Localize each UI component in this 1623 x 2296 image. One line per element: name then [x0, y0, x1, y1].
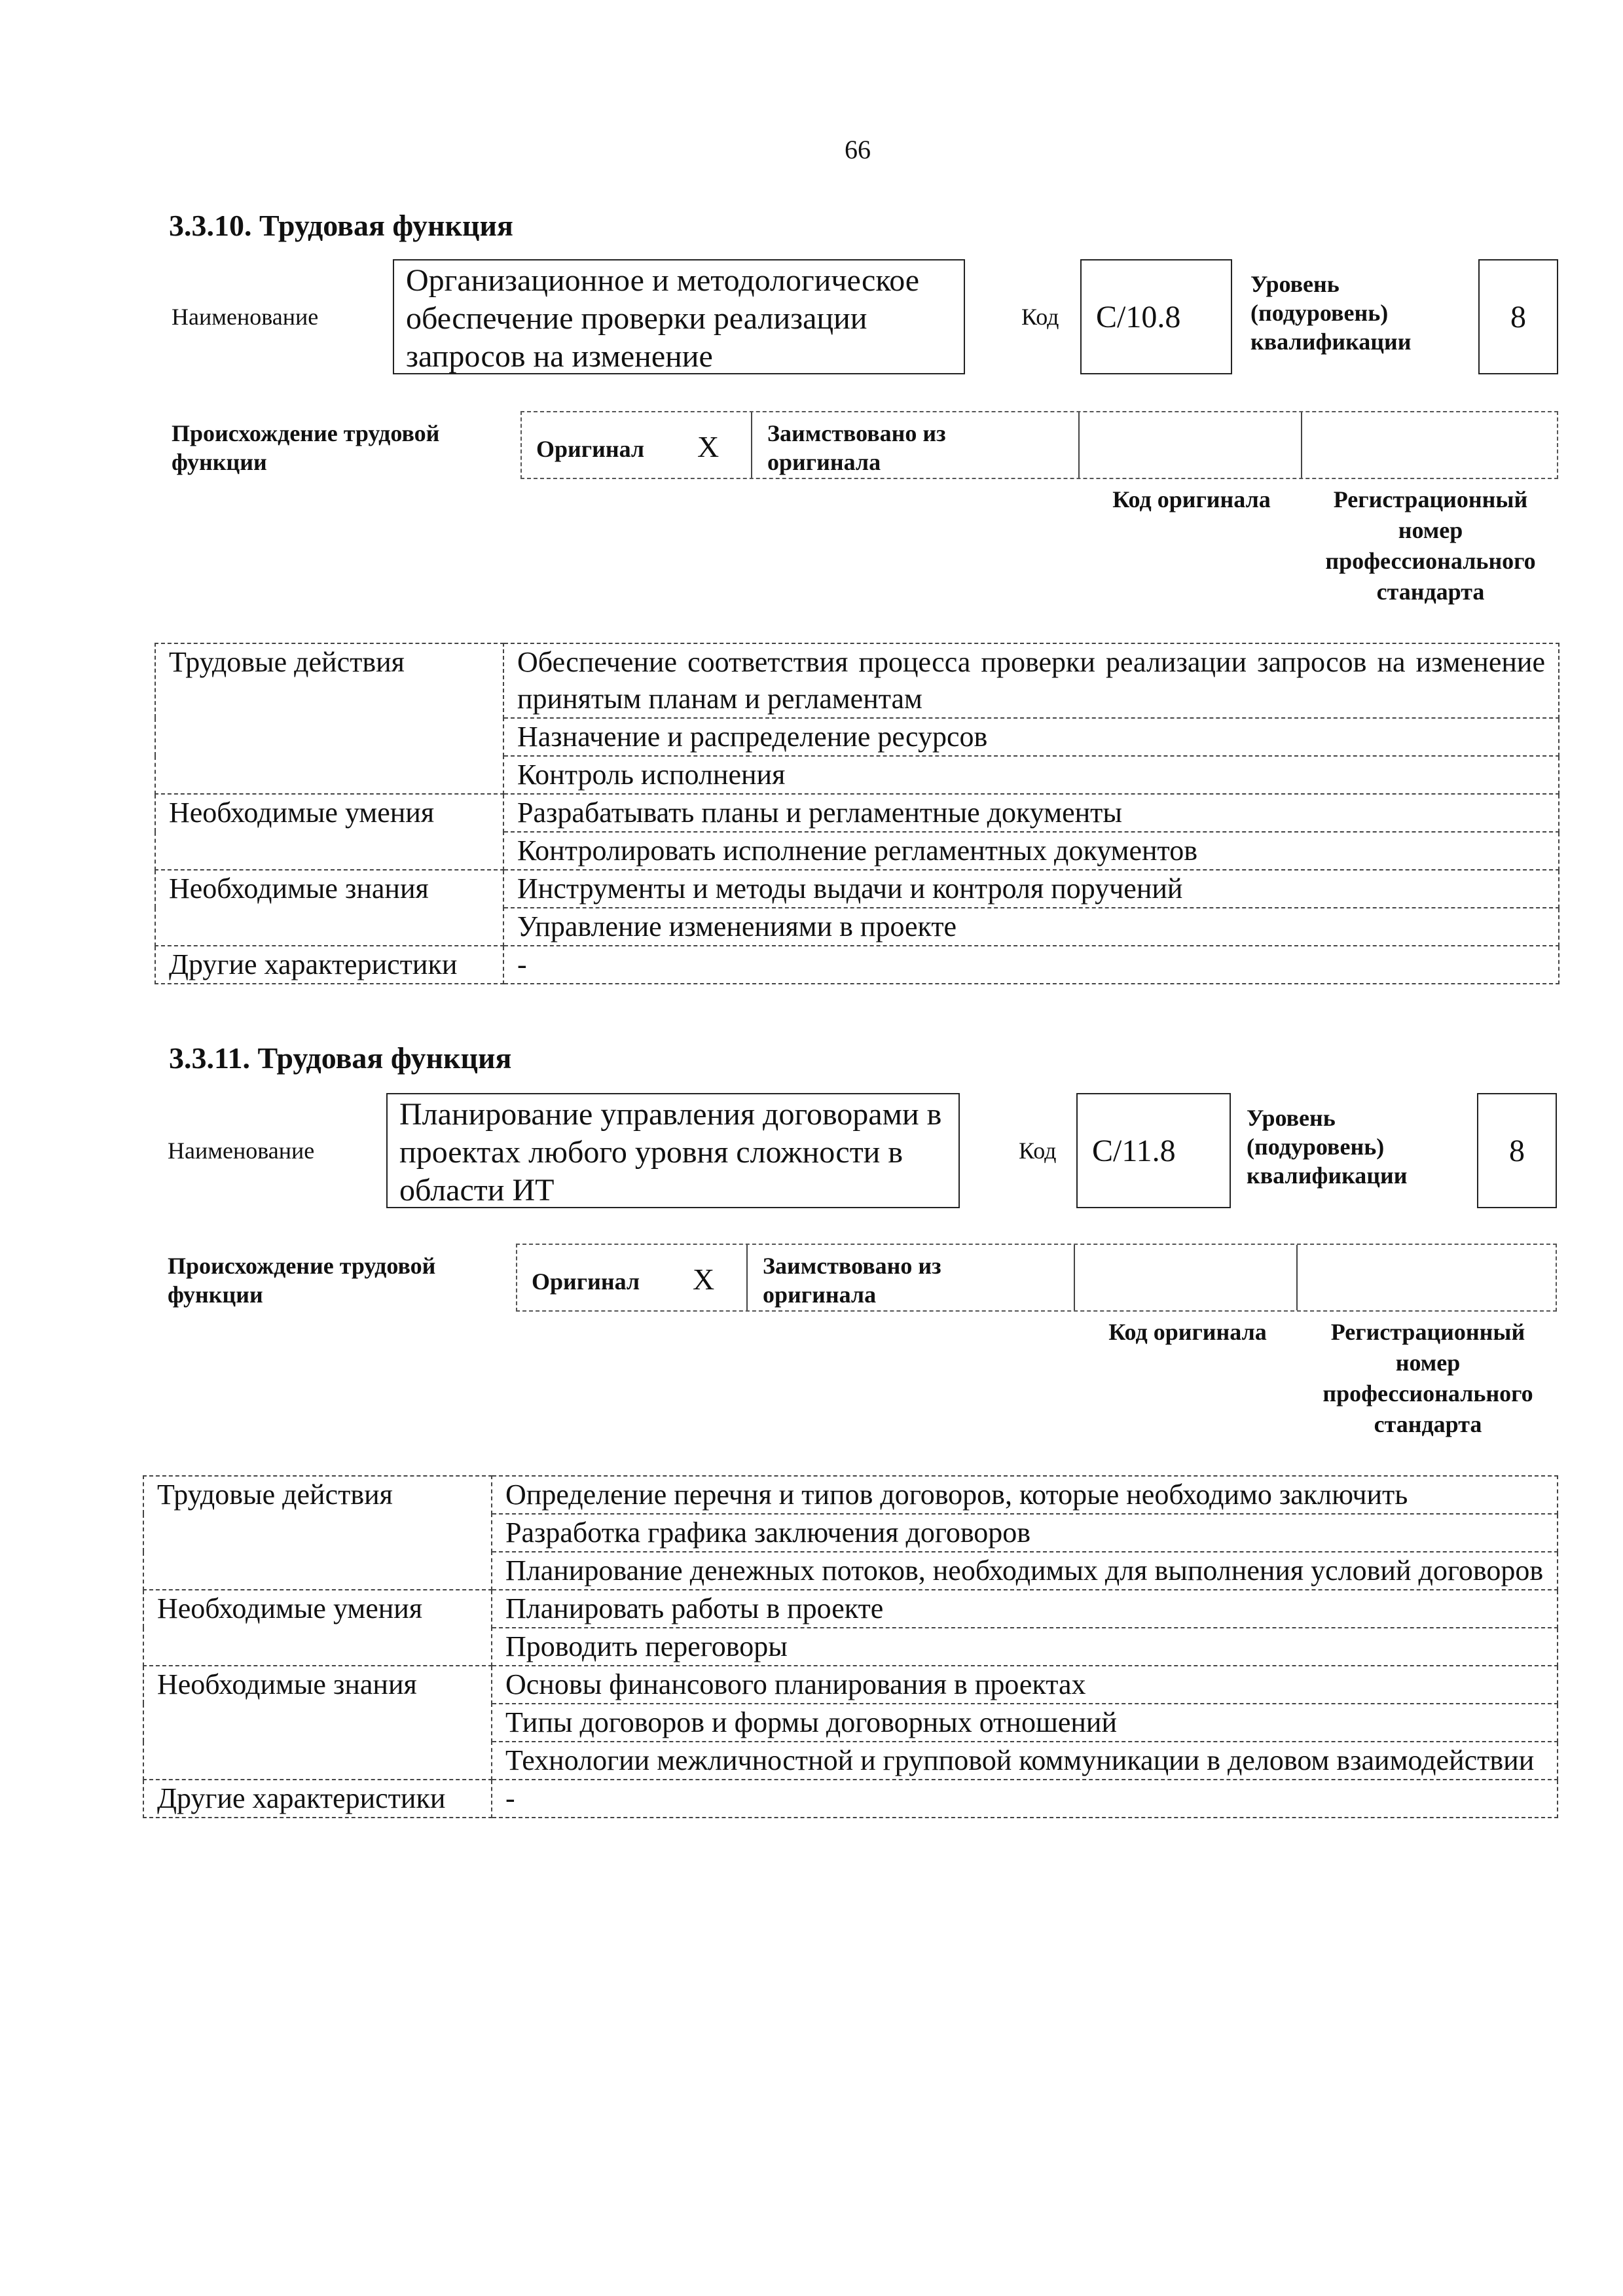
borrowed-label: Заимствовано из оригинала	[763, 1253, 941, 1308]
original-label: Оригинал	[532, 1268, 640, 1295]
origin-divider	[746, 1245, 748, 1310]
borrowed-label: Заимствовано из оригинала	[767, 420, 946, 475]
reg-number-caption: Регистрационный номер профессионального стандарта	[1325, 486, 1536, 605]
row-item: Планирование денежных потоков, необходимых для выполнения условий договоров	[492, 1552, 1558, 1590]
row-label: Трудовые действия	[143, 1476, 492, 1590]
row-label: Необходимые умения	[143, 1590, 492, 1666]
level-label: Уровень (подуровень) квалификации	[1247, 1105, 1408, 1189]
row-item: Управление изменениями в проекте	[503, 908, 1559, 946]
row-item: -	[503, 946, 1559, 984]
row-item: Определение перечня и типов договоров, которые необходимо заключить	[492, 1476, 1558, 1514]
row-item: Разрабатывать планы и регламентные документы	[503, 794, 1559, 832]
code-original-caption: Код оригинала	[1112, 486, 1271, 512]
code-original-caption: Код оригинала	[1108, 1319, 1267, 1345]
origin-label: Происхождение трудовой функции	[172, 420, 440, 475]
row-item: Назначение и распределение ресурсов	[503, 718, 1559, 756]
table-row	[155, 643, 1559, 718]
row-item: -	[492, 1780, 1558, 1818]
reg-number-caption: Регистрационный номер профессионального стандарта	[1322, 1319, 1533, 1437]
function-table	[143, 1475, 1558, 1818]
origin-divider	[751, 412, 752, 478]
section-title: 3.3.10. Трудовая функция	[169, 209, 513, 242]
row-item: Обеспечение соответствия процесса проверки реализации запросов на изменение принятым планам и регламентам	[503, 643, 1559, 718]
row-item: Разработка графика заключения договоров	[492, 1514, 1558, 1552]
code-label: Код	[1019, 1138, 1057, 1164]
page-number: 66	[845, 135, 871, 164]
origin-row	[520, 411, 1558, 479]
row-item: Технологии межличностной и групповой коммуникации в деловом взаимодействии	[492, 1742, 1558, 1780]
function-table	[155, 643, 1559, 984]
origin-divider	[1078, 412, 1080, 478]
level-label: Уровень (подуровень) квалификации	[1250, 271, 1412, 355]
qualification-level: 8	[1477, 1093, 1557, 1208]
function-name: Планирование управления договорами в проектах любого уровня сложности в области ИТ	[386, 1093, 960, 1208]
row-label: Необходимые знания	[155, 870, 503, 946]
row-item: Инструменты и методы выдачи и контроля поручений	[503, 870, 1559, 908]
row-label: Другие характеристики	[155, 946, 503, 984]
origin-divider	[1074, 1245, 1075, 1310]
row-item: Контроль исполнения	[503, 756, 1559, 794]
code-label: Код	[1021, 304, 1059, 330]
table-row	[143, 1590, 1558, 1628]
table-row	[143, 1476, 1558, 1514]
name-label: Наименование	[172, 304, 319, 330]
table-row	[155, 946, 1559, 984]
row-item: Типы договоров и формы договорных отношений	[492, 1704, 1558, 1742]
row-label: Трудовые действия	[155, 643, 503, 794]
origin-divider	[1296, 1245, 1298, 1310]
table-row	[143, 1780, 1558, 1818]
table-row	[143, 1666, 1558, 1704]
table-row	[155, 870, 1559, 908]
qualification-level: 8	[1478, 259, 1558, 374]
original-label: Оригинал	[536, 436, 645, 462]
function-code: C/11.8	[1076, 1093, 1231, 1208]
row-label: Необходимые знания	[143, 1666, 492, 1780]
row-item: Контролировать исполнение регламентных документов	[503, 832, 1559, 870]
function-name: Организационное и методологическое обеспечение проверки реализации запросов на изменение	[393, 259, 965, 374]
row-label: Необходимые умения	[155, 794, 503, 870]
name-label: Наименование	[168, 1138, 315, 1164]
table-row	[155, 794, 1559, 832]
original-mark: X	[697, 430, 720, 463]
function-code: C/10.8	[1080, 259, 1232, 374]
origin-label: Происхождение трудовой функции	[168, 1253, 436, 1308]
row-item: Основы финансового планирования в проектах	[492, 1666, 1558, 1704]
row-label: Другие характеристики	[143, 1780, 492, 1818]
row-item: Проводить переговоры	[492, 1628, 1558, 1666]
origin-row	[516, 1244, 1557, 1312]
original-mark: X	[693, 1263, 715, 1296]
origin-divider	[1301, 412, 1302, 478]
row-item: Планировать работы в проекте	[492, 1590, 1558, 1628]
section-title: 3.3.11. Трудовая функция	[169, 1041, 512, 1075]
